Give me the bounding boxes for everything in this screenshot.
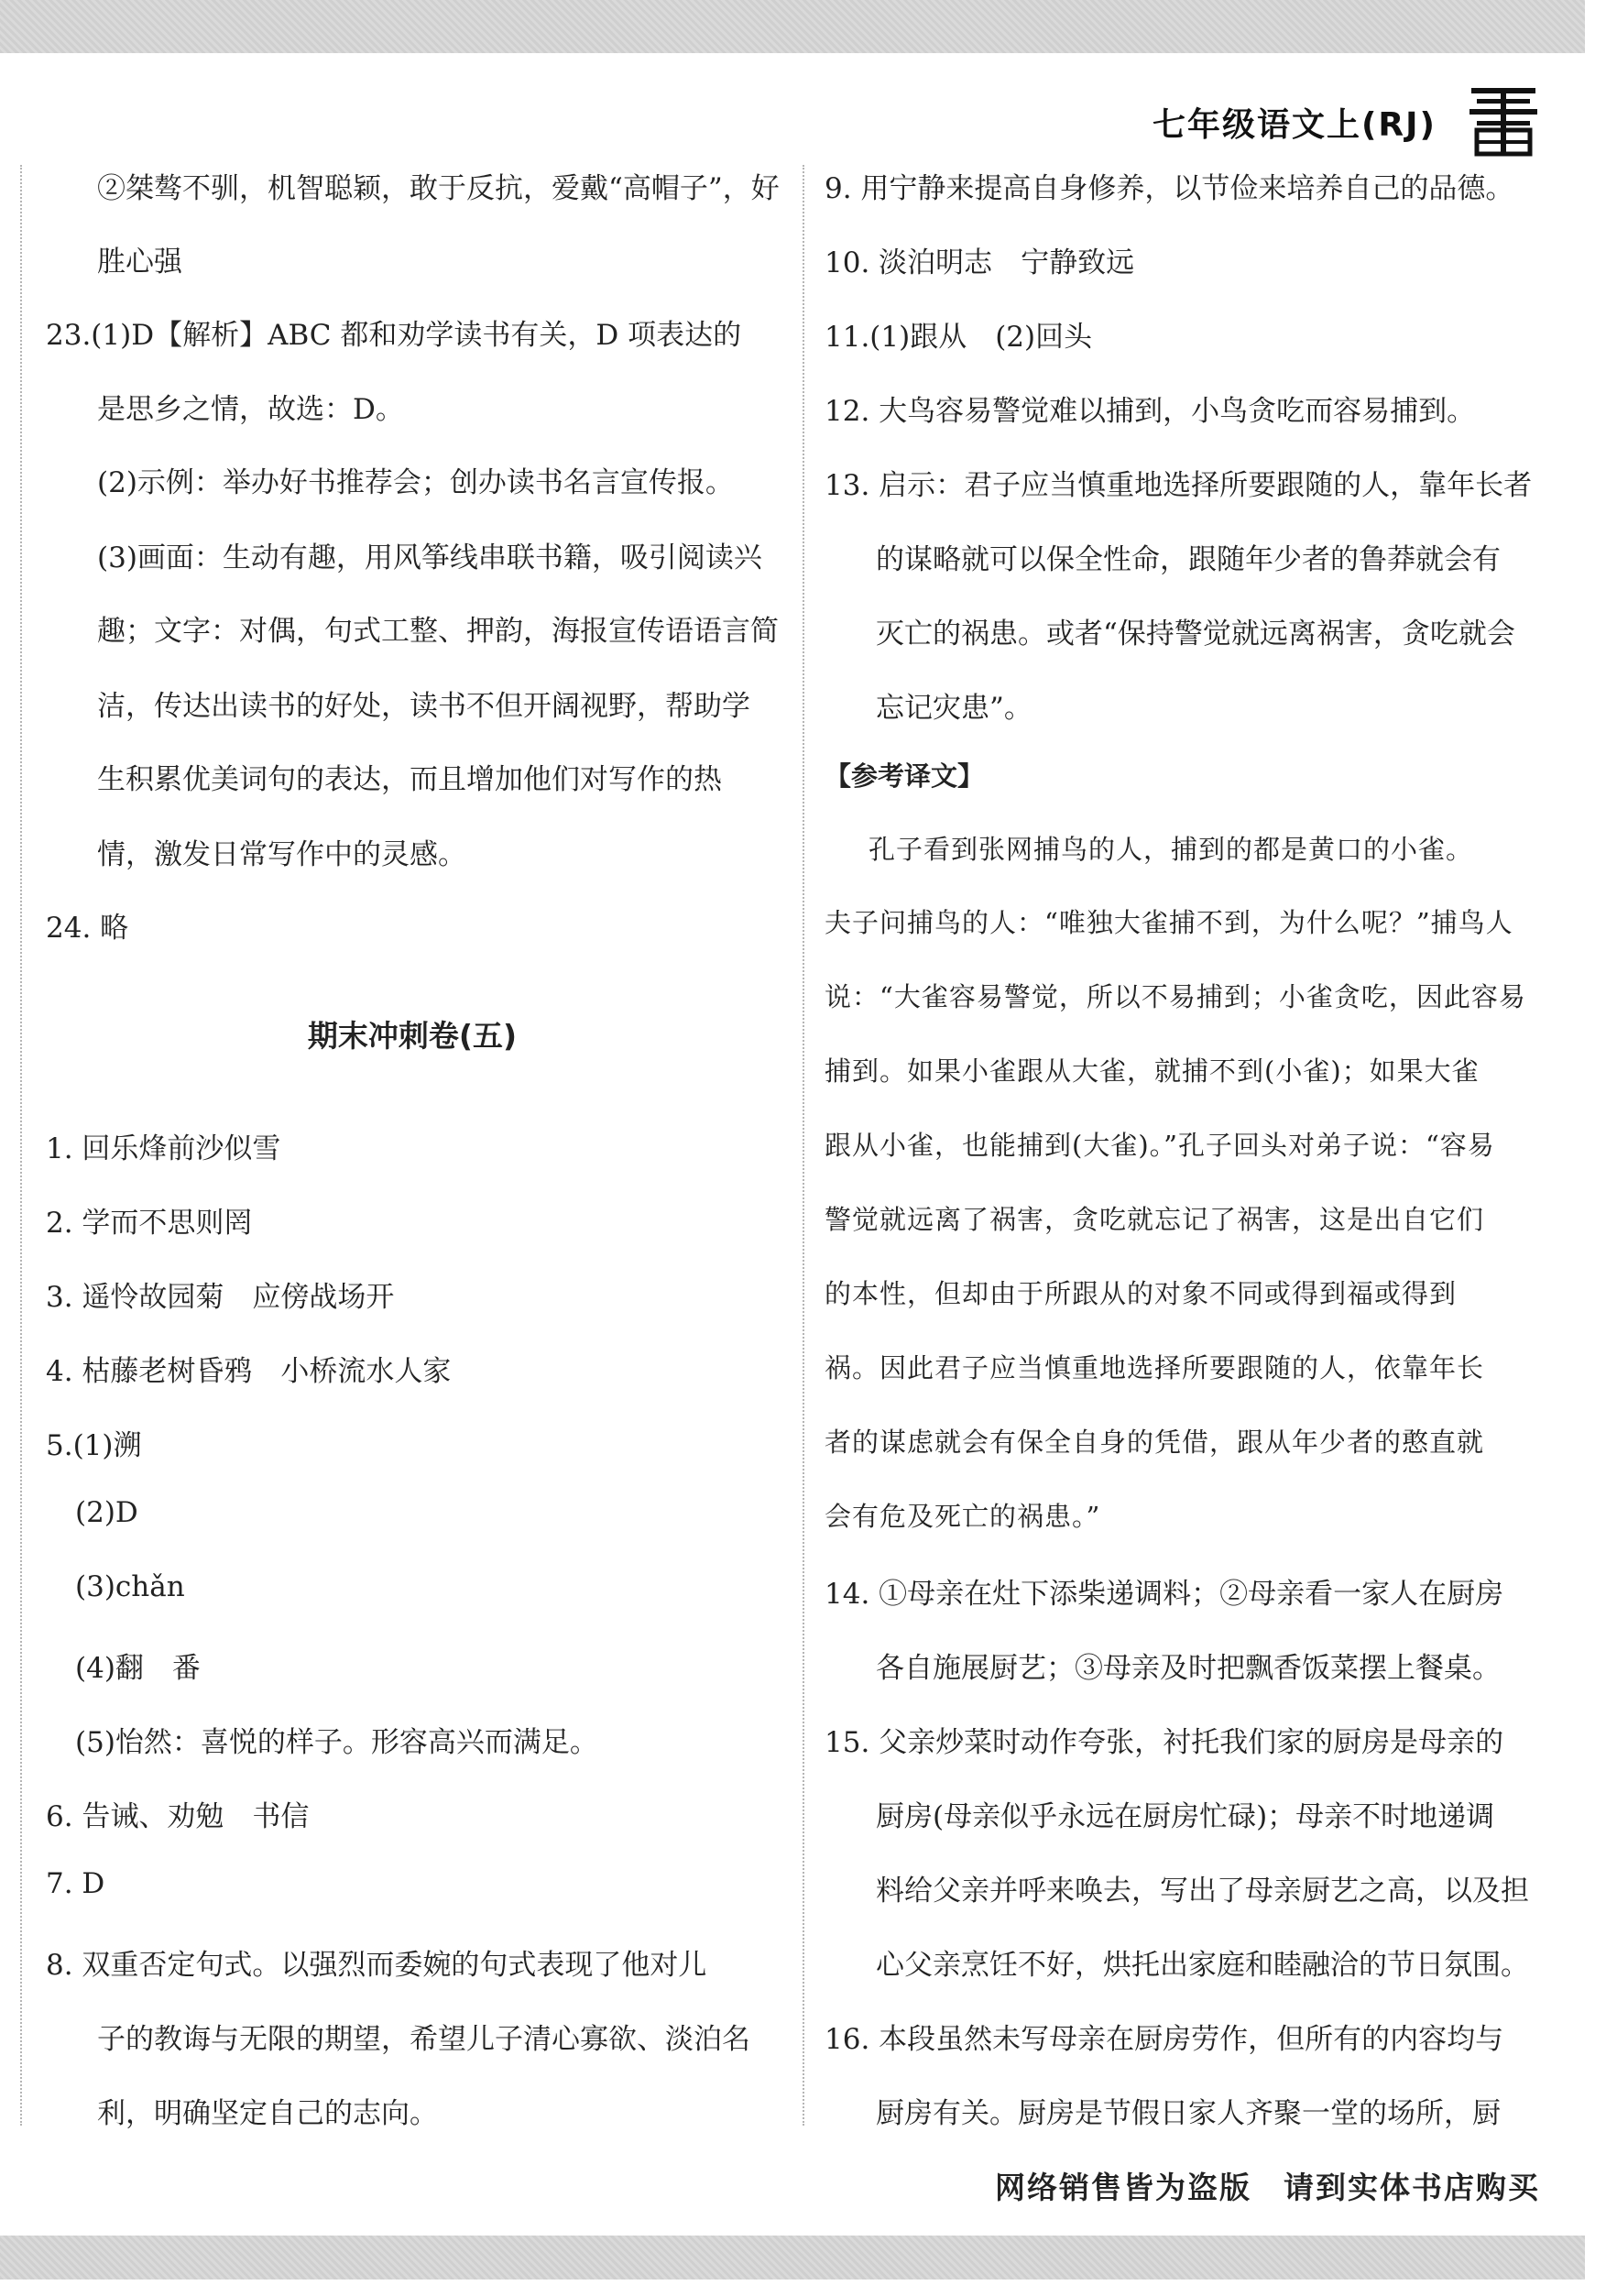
bottom-texture-band — [0, 2236, 1585, 2280]
translation-line: 警觉就远离了祸害，贪吃就忘记了祸害，这是出自它们 — [825, 1204, 1485, 1235]
answer-6: 6. 告诫、劝勉 书信 — [46, 1800, 310, 1833]
answer-2: 2. 学而不思则罔 — [46, 1207, 253, 1240]
translation-line: 的本性，但却由于所跟从的对象不同或得到福或得到 — [825, 1278, 1458, 1309]
book-logo-icon — [1466, 84, 1541, 159]
translation-line: 会有危及死亡的祸患。” — [825, 1501, 1101, 1532]
text-line: 趣；文字：对偶，句式工整、押韵，海报宣传语语言简 — [97, 615, 779, 648]
answer-5-sub: (4)翻 番 — [75, 1652, 201, 1685]
text-line: 各自施展厨艺；③母亲及时把飘香饭菜摆上餐桌。 — [876, 1652, 1501, 1685]
text-line: ②桀骜不驯，机智聪颖，敢于反抗，爱戴“高帽子”，好 — [97, 172, 780, 205]
translation-line: 孔子看到张网捕鸟的人，捕到的都是黄口的小雀。 — [869, 834, 1474, 865]
text-line: 是思乡之情，故选：D。 — [97, 393, 404, 426]
text-line: 子的教诲与无限的期望，希望儿子清心寡欲、淡泊名 — [97, 2023, 750, 2056]
answer-5: 5.(1)溯 — [46, 1429, 142, 1462]
answer-11: 11.(1)跟从 (2)回头 — [825, 321, 1093, 354]
translation-line: 者的谋虑就会有保全自身的凭借，跟从年少者的憨直就 — [825, 1427, 1485, 1458]
answer-7: 7. D — [46, 1867, 105, 1900]
answer-3: 3. 遥怜故园菊 应傍战场开 — [46, 1281, 395, 1314]
translation-line: 说：“大雀容易警觉，所以不易捕到；小雀贪吃，因此容易 — [825, 981, 1526, 1012]
reference-translation-heading: 【参考译文】 — [825, 760, 985, 792]
answer-23: 23.(1)D【解析】ABC 都和劝学读书有关，D 项表达的 — [46, 319, 742, 352]
text-line: 洁，传达出读书的好处，读书不但开阔视野，帮助学 — [97, 690, 750, 723]
answer-5-sub: (3)chǎn — [75, 1570, 185, 1603]
top-texture-band — [0, 0, 1585, 53]
section-title: 期末冲刺卷(五) — [307, 1018, 518, 1054]
column-divider-dotted-line — [803, 165, 804, 2126]
answer-14: 14. ①母亲在灶下添柴递调料；②母亲看一家人在厨房 — [825, 1578, 1504, 1611]
translation-line: 捕到。如果小雀跟从大雀，就捕不到(小雀)；如果大雀 — [825, 1055, 1480, 1087]
text-line: 情，激发日常写作中的灵感。 — [97, 838, 466, 871]
text-line: 胜心强 — [97, 246, 182, 279]
answer-1: 1. 回乐烽前沙似雪 — [46, 1132, 281, 1165]
translation-line: 夫子问捕鸟的人：“唯独大雀捕不到，为什么呢？”捕鸟人 — [825, 907, 1513, 938]
text-line: 利，明确坚定自己的志向。 — [97, 2097, 438, 2130]
text-line: 厨房有关。厨房是节假日家人齐聚一堂的场所，厨 — [876, 2097, 1501, 2130]
answer-12: 12. 大鸟容易警觉难以捕到，小鸟贪吃而容易捕到。 — [825, 395, 1476, 428]
text-line: 厨房(母亲似乎永远在厨房忙碌)；母亲不时地递调 — [876, 1800, 1495, 1833]
text-line: (2)示例：举办好书推荐会；创办读书名言宣传报。 — [97, 466, 734, 499]
left-margin-dotted-line — [20, 165, 22, 2126]
page-header-title: 七年级语文上(RJ) — [1152, 106, 1437, 144]
answer-5-sub: (2)D — [75, 1496, 138, 1529]
text-line: 的谋略就可以保全性命，跟随年少者的鲁莽就会有 — [876, 543, 1501, 576]
answer-10: 10. 淡泊明志 宁静致远 — [825, 246, 1135, 279]
translation-line: 跟从小雀，也能捕到(大雀)。”孔子回头对弟子说：“容易 — [825, 1130, 1495, 1161]
answer-8: 8. 双重否定句式。以强烈而委婉的句式表现了他对儿 — [46, 1949, 707, 1982]
answer-13: 13. 启示：君子应当慎重地选择所要跟随的人，靠年长者 — [825, 469, 1533, 502]
text-line: 忘记灾患”。 — [876, 692, 1032, 725]
answer-4: 4. 枯藤老树昏鸦 小桥流水人家 — [46, 1355, 452, 1388]
answer-15: 15. 父亲炒菜时动作夸张，衬托我们家的厨房是母亲的 — [825, 1726, 1504, 1759]
text-line: 生积累优美词句的表达，而且增加他们对写作的热 — [97, 763, 722, 796]
answer-5-sub: (5)怡然：喜悦的样子。形容高兴而满足。 — [75, 1726, 598, 1759]
text-line: 料给父亲并呼来唤去，写出了母亲厨艺之高，以及担 — [876, 1875, 1529, 1908]
translation-line: 祸。因此君子应当慎重地选择所要跟随的人，依靠年长 — [825, 1352, 1485, 1383]
text-line: (3)画面：生动有趣，用风筝线串联书籍，吸引阅读兴 — [97, 541, 762, 574]
text-line: 心父亲烹饪不好，烘托出家庭和睦融洽的节日氛围。 — [876, 1949, 1529, 1982]
anti-piracy-notice: 网络销售皆为盗版 请到实体书店购买 — [995, 2170, 1540, 2205]
answer-16: 16. 本段虽然未写母亲在厨房劳作，但所有的内容均与 — [825, 2023, 1504, 2056]
answer-24: 24. 略 — [46, 912, 129, 945]
answer-9: 9. 用宁静来提高自身修养，以节俭来培养自己的品德。 — [825, 172, 1514, 205]
text-line: 灭亡的祸患。或者“保持警觉就远离祸害，贪吃就会 — [876, 618, 1515, 651]
